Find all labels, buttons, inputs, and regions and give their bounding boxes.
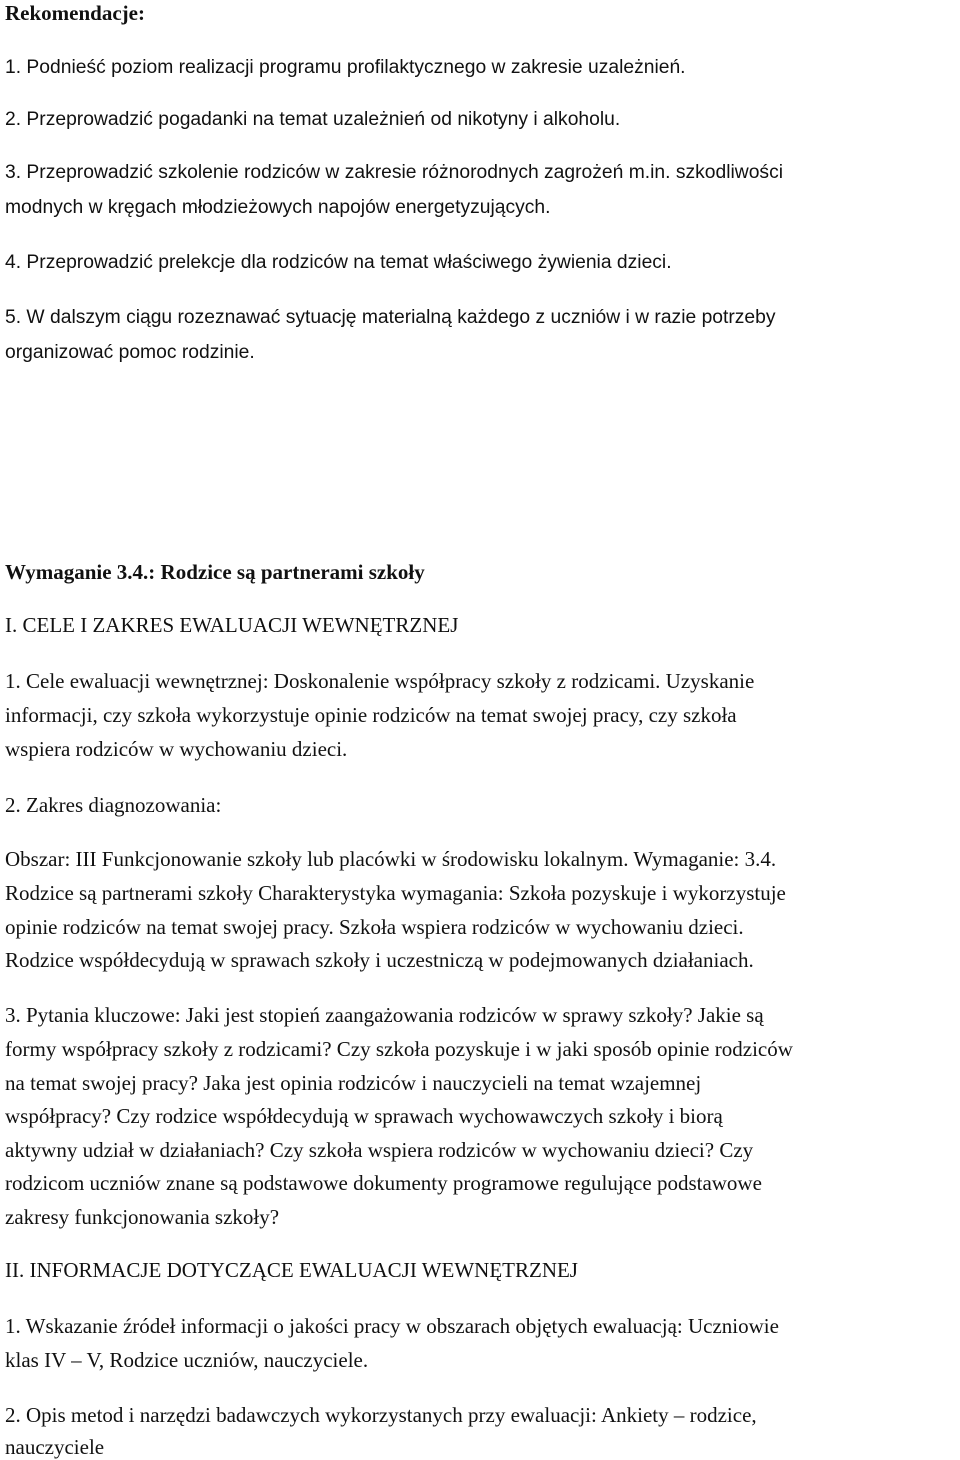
section-1-title: I. CELE I ZAKRES EWALUACJI WEWNĘTRZNEJ xyxy=(5,613,459,637)
sources-line-1: 1. Wskazanie źródeł informacji o jakości pracy w obszarach objętych ewaluacją: Uczniowie xyxy=(5,1314,779,1338)
methods-line-1: 2. Opis metod i narzędzi badawczych wykorzystanych przy ewaluacji: Ankiety – rodzice, xyxy=(5,1403,757,1427)
recommendation-item-5-line-2: organizować pomoc rodzinie. xyxy=(5,342,255,363)
recommendation-item-4: 4. Przeprowadzić prelekcje dla rodziców na temat właściwego żywienia dzieci. xyxy=(5,252,672,273)
key-questions-line-2: formy współpracy szkoły z rodzicami? Czy szkoła pozyskuje i w jaki sposób opinie rodziców xyxy=(5,1037,793,1061)
recommendation-item-3-line-2: modnych w kręgach młodzieżowych napojów energetyzujących. xyxy=(5,197,551,218)
methods-line-2: nauczyciele xyxy=(5,1435,105,1459)
scope-heading: 2. Zakres diagnozowania: xyxy=(5,793,222,817)
key-questions-line-6: rodzicom uczniów znane są podstawowe dokumenty programowe regulujące podstawowe xyxy=(5,1171,762,1195)
key-questions-line-4: współpracy? Czy rodzice współdecydują w sprawach wychowawczych szkoły i biorą xyxy=(5,1104,723,1128)
area-line-3: opinie rodziców na temat swojej pracy. Szkoła wspiera rodziców w wychowaniu dzieci. xyxy=(5,915,744,939)
rekomendacje-heading: Rekomendacje: xyxy=(5,1,145,25)
recommendation-item-2: 2. Przeprowadzić pogadanki na temat uzależnień od nikotyny i alkoholu. xyxy=(5,109,621,130)
area-line-1: Obszar: III Funkcjonowanie szkoły lub placówki w środowisku lokalnym. Wymaganie: 3.4. xyxy=(5,847,777,871)
recommendation-item-1: 1. Podnieść poziom realizacji programu profilaktycznego w zakresie uzależnień. xyxy=(5,57,686,78)
sources-line-2: klas IV – V, Rodzice uczniów, nauczyciele. xyxy=(5,1348,369,1372)
area-line-4: Rodzice współdecydują w sprawach szkoły i uczestniczą w podejmowanych działaniach. xyxy=(5,948,754,972)
area-line-2: Rodzice są partnerami szkoły Charakterystyka wymagania: Szkoła pozyskuje i wykorzystuje xyxy=(5,881,786,905)
recommendation-item-5-line-1: 5. W dalszym ciągu rozeznawać sytuację materialną każdego z uczniów i w razie potrzeby xyxy=(5,307,776,328)
goals-line-3: wspiera rodziców w wychowaniu dzieci. xyxy=(5,737,348,761)
key-questions-line-1: 3. Pytania kluczowe: Jaki jest stopień zaangażowania rodziców w sprawy szkoły? Jakie są xyxy=(5,1003,764,1027)
wymaganie-heading: Wymaganie 3.4.: Rodzice są partnerami szkoły xyxy=(5,560,425,584)
goals-line-2: informacji, czy szkoła wykorzystuje opinie rodziców na temat swojej pracy, czy szkoła xyxy=(5,703,737,727)
recommendation-item-3-line-1: 3. Przeprowadzić szkolenie rodziców w zakresie różnorodnych zagrożeń m.in. szkodliwości xyxy=(5,162,784,183)
key-questions-line-3: na temat swojej pracy? Jaka jest opinia rodziców i nauczycieli na temat wzajemnej xyxy=(5,1071,702,1095)
section-2-title: II. INFORMACJE DOTYCZĄCE EWALUACJI WEWNĘTRZNEJ xyxy=(5,1258,578,1282)
key-questions-line-5: aktywny udział w działaniach? Czy szkoła wspiera rodziców w wychowaniu dzieci? Czy xyxy=(5,1138,754,1162)
goals-line-1: 1. Cele ewaluacji wewnętrznej: Doskonalenie współpracy szkoły z rodzicami. Uzyskanie xyxy=(5,669,755,693)
key-questions-line-7: zakresy funkcjonowania szkoły? xyxy=(5,1205,280,1229)
